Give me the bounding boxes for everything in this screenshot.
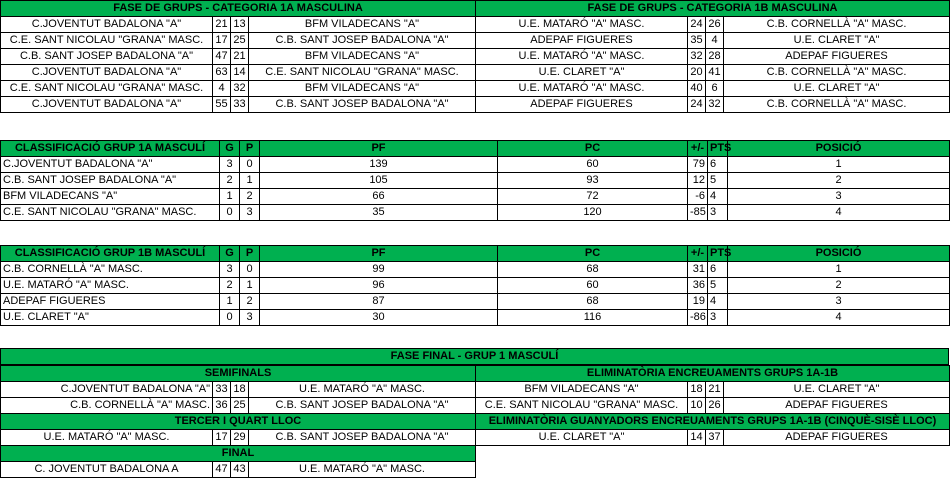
- match-row: ADEPAF FIGUERES 35 4 U.E. CLARET "A": [476, 33, 950, 49]
- match-row: C.B. CORNELLÀ "A" MASC. 36 25 C.B. SANT JOSEP BADALONA "A": [1, 398, 476, 414]
- match-row: C.E. SANT NICOLAU "GRANA" MASC. 17 25 C.B. SANT JOSEP BADALONA "A": [1, 33, 476, 49]
- standings-1a-title: CLASSIFICACIÓ GRUP 1A MASCULÍ: [1, 141, 220, 157]
- third-place-title: TERCER I QUART LLOC: [1, 414, 476, 430]
- table-row: C.B. SANT JOSEP BADALONA "A" 2 1 105 93 12 5 2: [1, 173, 950, 189]
- col-pts: PTS: [708, 141, 728, 157]
- match-row: U.E. MATARÓ "A" MASC. 17 29 C.B. SANT JOSEP BADALONA "A": [1, 430, 476, 446]
- semifinals-table: [0, 365, 476, 478]
- group-1b-title: FASE DE GRUPS - CATEGORIA 1B MASCULINA: [476, 1, 950, 17]
- col-pts: PTS: [708, 246, 728, 262]
- match-row: C.JOVENTUT BADALONA "A" 33 18 U.E. MATARÓ "A" MASC.: [1, 382, 476, 398]
- winners-title: ELIMINATÒRIA GUANYADORS ENCREUAMENTS GRUPS 1A-1B (CINQUÈ-SISÈ LLOC): [476, 414, 950, 430]
- final-title: FINAL: [1, 446, 476, 462]
- col-diff: +/-: [688, 141, 708, 157]
- match-row: C.E. SANT NICOLAU "GRANA" MASC. 10 26 ADEPAF FIGUERES: [476, 398, 950, 414]
- col-pf: PF: [260, 246, 498, 262]
- match-row: C.JOVENTUT BADALONA "A" 55 33 C.B. SANT JOSEP BADALONA "A": [1, 97, 476, 113]
- col-pc: PC: [498, 141, 688, 157]
- match-row: ADEPAF FIGUERES 24 32 C.B. CORNELLÀ "A" MASC.: [476, 97, 950, 113]
- final-phase-title-table: [0, 348, 949, 365]
- standings-1a-table: [0, 140, 950, 221]
- col-pf: PF: [260, 141, 498, 157]
- match-row: C.E. SANT NICOLAU "GRANA" MASC. 4 32 BFM VILADECANS "A": [1, 81, 476, 97]
- match-row: U.E. CLARET "A" 14 37 ADEPAF FIGUERES: [476, 430, 950, 446]
- match-row: C.JOVENTUT BADALONA "A" 21 13 BFM VILADECANS "A": [1, 17, 476, 33]
- table-row: U.E. CLARET "A" 0 3 30 116 -86 3 4: [1, 310, 950, 326]
- crossover-table: [475, 365, 950, 446]
- crossover-title: ELIMINATÒRIA ENCREUAMENTS GRUPS 1A-1B: [476, 366, 950, 382]
- match-row: U.E. CLARET "A" 20 41 C.B. CORNELLÀ "A" MASC.: [476, 65, 950, 81]
- match-row: U.E. MATARÓ "A" MASC. 40 6 U.E. CLARET "A": [476, 81, 950, 97]
- col-g: G: [220, 246, 240, 262]
- table-row: C.B. CORNELLÀ "A" MASC. 3 0 99 68 31 6 1: [1, 262, 950, 278]
- group-1a-title: FASE DE GRUPS - CATEGORIA 1A MASCULINA: [1, 1, 476, 17]
- match-row: BFM VILADECANS "A" 18 21 U.E. CLARET "A": [476, 382, 950, 398]
- table-row: U.E. MATARÓ "A" MASC. 2 1 96 60 36 5 2: [1, 278, 950, 294]
- semifinals-title: SEMIFINALS: [1, 366, 476, 382]
- match-row: C.JOVENTUT BADALONA "A" 63 14 C.E. SANT NICOLAU "GRANA" MASC.: [1, 65, 476, 81]
- standings-1b-table: [0, 245, 950, 326]
- final-phase-title: FASE FINAL - GRUP 1 MASCULÍ: [1, 349, 949, 365]
- match-row: U.E. MATARÓ "A" MASC. 24 26 C.B. CORNELLÀ "A" MASC.: [476, 17, 950, 33]
- group-1b-games-table: [475, 0, 950, 113]
- col-diff: +/-: [688, 246, 708, 262]
- table-row: ADEPAF FIGUERES 1 2 87 68 19 4 3: [1, 294, 950, 310]
- col-p: P: [240, 246, 260, 262]
- match-row: C. JOVENTUT BADALONA A 47 43 U.E. MATARÓ "A" MASC.: [1, 462, 476, 478]
- table-row: BFM VILADECANS "A" 1 2 66 72 -6 4 3: [1, 189, 950, 205]
- col-g: G: [220, 141, 240, 157]
- standings-1b-title: CLASSIFICACIÓ GRUP 1B MASCULÍ: [1, 246, 220, 262]
- match-row: U.E. MATARÓ "A" MASC. 32 28 ADEPAF FIGUERES: [476, 49, 950, 65]
- col-pos: POSICIÓ: [728, 141, 950, 157]
- match-row: C.B. SANT JOSEP BADALONA "A" 47 21 BFM VILADECANS "A": [1, 49, 476, 65]
- col-p: P: [240, 141, 260, 157]
- col-pc: PC: [498, 246, 688, 262]
- table-row: C.JOVENTUT BADALONA "A" 3 0 139 60 79 6 1: [1, 157, 950, 173]
- table-row: C.E. SANT NICOLAU "GRANA" MASC. 0 3 35 120 -85 3 4: [1, 205, 950, 221]
- col-pos: POSICIÓ: [728, 246, 950, 262]
- group-1a-games-table: [0, 0, 476, 113]
